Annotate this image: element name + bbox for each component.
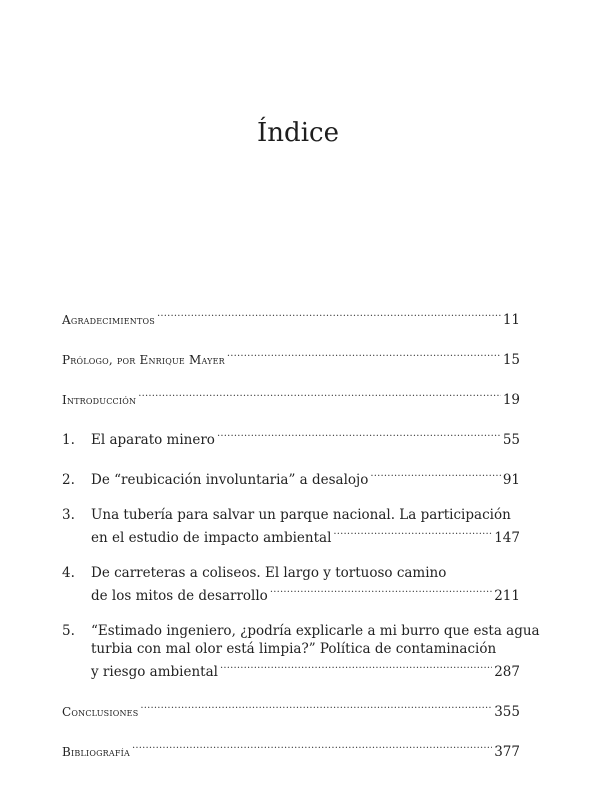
toc-entry-chapter-5[interactable]: [62, 622, 540, 680]
toc-entry-chapter-1[interactable]: [62, 426, 520, 448]
chapter-number: 4.: [62, 565, 75, 581]
toc-entry-introduccion[interactable]: [62, 386, 520, 408]
toc-entry-chapter-3[interactable]: [62, 506, 520, 546]
toc-entry-title-line: de los mitos de desarrollo: [91, 588, 268, 604]
toc-entry-title-line: Una tubería para salvar un parque nacional. La participación: [91, 507, 511, 523]
toc-entry-title: Agradecimientos: [62, 313, 155, 327]
toc-page-number: 15: [502, 352, 520, 368]
toc-page-number: 147: [494, 530, 520, 546]
dot-leader: [138, 386, 501, 404]
dot-leader: [333, 524, 492, 542]
chapter-number: 3.: [62, 507, 75, 523]
dot-leader: [140, 698, 492, 716]
toc-entry-title-line: “Estimado ingeniero, ¿podría explicarle a mi burro que esta agua: [91, 623, 540, 639]
toc-entry-title-line: turbia con mal olor está limpia?” Política de contaminación: [91, 641, 497, 657]
toc-entry-title: Bibliografía: [62, 745, 130, 759]
toc-entry-title: Introducción: [62, 393, 137, 407]
chapter-number: 1.: [62, 432, 75, 448]
dot-leader: [157, 306, 501, 324]
toc-entry-title-line: De carreteras a coliseos. El largo y tortuoso camino: [91, 565, 447, 581]
toc-page-number: 355: [494, 704, 520, 720]
dot-leader: [270, 582, 492, 600]
toc-entry-title-line: y riesgo ambiental: [91, 664, 218, 680]
toc-entry-prologo[interactable]: [62, 346, 520, 368]
toc-entry-chapter-4[interactable]: [62, 564, 520, 604]
toc-page-number: 19: [502, 392, 520, 408]
dot-leader: [227, 346, 501, 364]
dot-leader: [220, 658, 492, 676]
toc-entry-title: De “reubicación involuntaria” a desalojo: [91, 472, 369, 488]
dot-leader: [370, 466, 500, 484]
chapter-number: 5.: [62, 623, 75, 639]
toc-page-number: 211: [494, 588, 520, 604]
toc-entry-title-line: en el estudio de impacto ambiental: [91, 530, 332, 546]
toc-entry-title-text: Prólogo, por Enrique Mayer: [62, 353, 225, 367]
toc-page-number: 287: [494, 664, 520, 680]
toc-page-number: 91: [502, 472, 520, 488]
toc-entry-title: El aparato minero: [91, 432, 215, 448]
toc-page-number: 55: [502, 432, 520, 448]
dot-leader: [132, 738, 492, 756]
dot-leader: [217, 426, 501, 444]
toc-entry-chapter-2[interactable]: [62, 466, 520, 488]
page-title: Índice: [257, 118, 339, 148]
toc-entry-title: Conclusiones: [62, 705, 139, 719]
toc-entry-title: [62, 351, 225, 369]
toc-page-number: 11: [502, 312, 520, 328]
chapter-number: 2.: [62, 472, 75, 488]
toc-entry-bibliografia[interactable]: [62, 738, 520, 760]
toc-entry-agradecimientos[interactable]: [62, 306, 520, 328]
toc-entry-conclusiones[interactable]: [62, 698, 520, 720]
toc-page-number: 377: [494, 744, 520, 760]
